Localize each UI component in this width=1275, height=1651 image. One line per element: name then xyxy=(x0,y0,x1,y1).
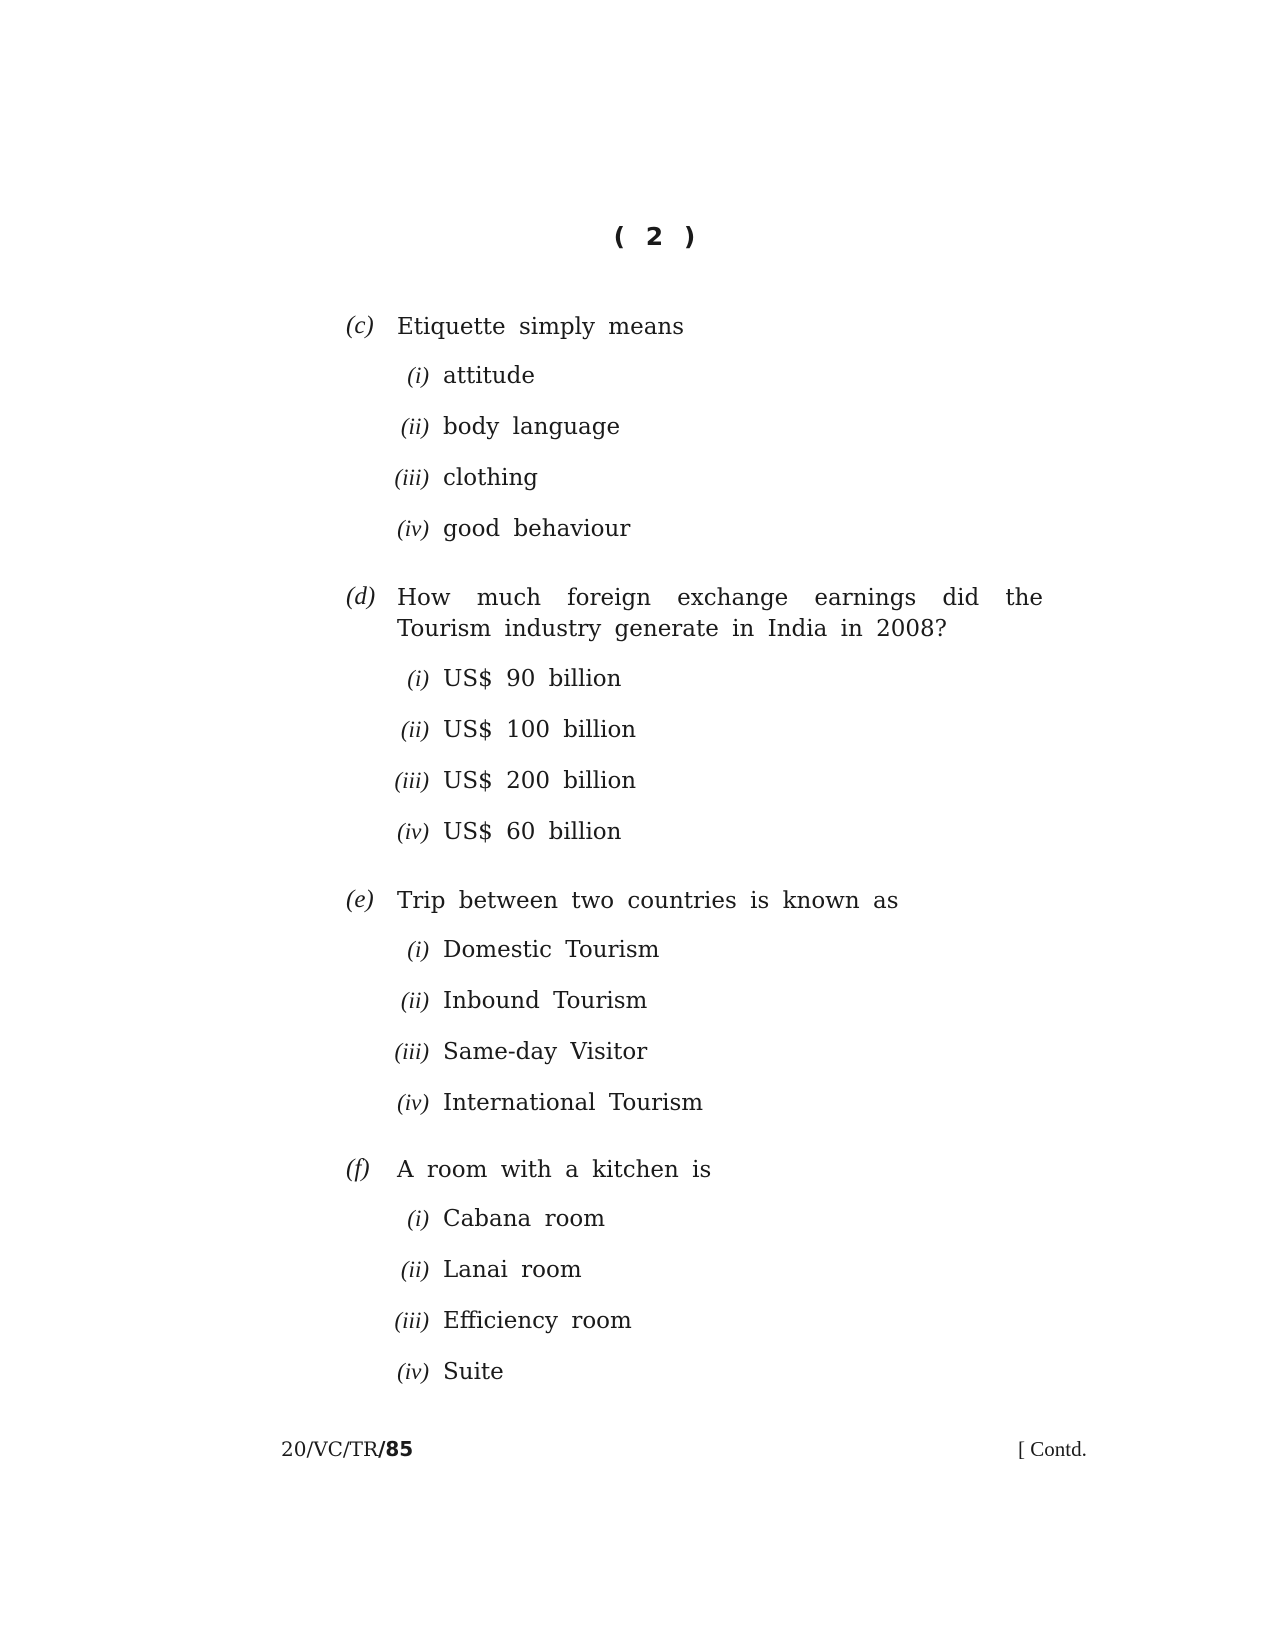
option-label: (i) xyxy=(407,1206,429,1231)
option-label: (i) xyxy=(407,937,429,962)
option-label: (ii) xyxy=(400,988,429,1013)
paper-code-suffix: /85 xyxy=(378,1437,414,1461)
question-label: (d) xyxy=(346,583,376,610)
option-label: (iii) xyxy=(394,1308,429,1333)
option-text: clothing xyxy=(443,465,539,491)
question-text: Trip between two countries is known as xyxy=(397,888,899,914)
option-label: (iv) xyxy=(397,819,429,844)
option-label: (ii) xyxy=(400,414,429,439)
question-label: (e) xyxy=(346,886,374,913)
option-text: attitude xyxy=(443,363,535,389)
paper-code xyxy=(281,1437,413,1461)
question-text: A room with a kitchen is xyxy=(397,1157,712,1183)
option-label: (iv) xyxy=(397,1359,429,1384)
option-label: (iii) xyxy=(394,1039,429,1064)
option-label: (ii) xyxy=(400,717,429,742)
option-text: Efficiency room xyxy=(443,1308,632,1334)
option-text: Inbound Tourism xyxy=(443,988,648,1014)
option-text: US$ 60 billion xyxy=(443,819,622,845)
option-label: (iv) xyxy=(397,516,429,541)
option-text: Domestic Tourism xyxy=(443,937,660,963)
option-label: (iv) xyxy=(397,1090,429,1115)
option-text: body language xyxy=(443,414,621,440)
question-label: (c) xyxy=(346,312,374,339)
option-text: good behaviour xyxy=(443,516,631,542)
option-text: Lanai room xyxy=(443,1257,582,1283)
page-number: ( 2 ) xyxy=(613,222,702,251)
option-text: US$ 200 billion xyxy=(443,768,637,794)
question-text: How much foreign exchange earnings did the Tourism industry generate in India in 2008? xyxy=(397,585,1043,642)
question-label: (f) xyxy=(346,1155,370,1182)
option-label: (i) xyxy=(407,666,429,691)
question-text: Etiquette simply means xyxy=(397,314,685,340)
continued-marker: [ Contd. xyxy=(1018,1437,1087,1461)
option-text: US$ 100 billion xyxy=(443,717,637,743)
option-text: Suite xyxy=(443,1359,504,1385)
option-text: Cabana room xyxy=(443,1206,606,1232)
paper-code-prefix: 20/VC/TR xyxy=(281,1437,379,1461)
option-label: (i) xyxy=(407,363,429,388)
option-text: International Tourism xyxy=(443,1090,704,1116)
option-label: (iii) xyxy=(394,465,429,490)
option-text: US$ 90 billion xyxy=(443,666,622,692)
option-label: (iii) xyxy=(394,768,429,793)
option-label: (ii) xyxy=(400,1257,429,1282)
option-text: Same-day Visitor xyxy=(443,1039,648,1065)
